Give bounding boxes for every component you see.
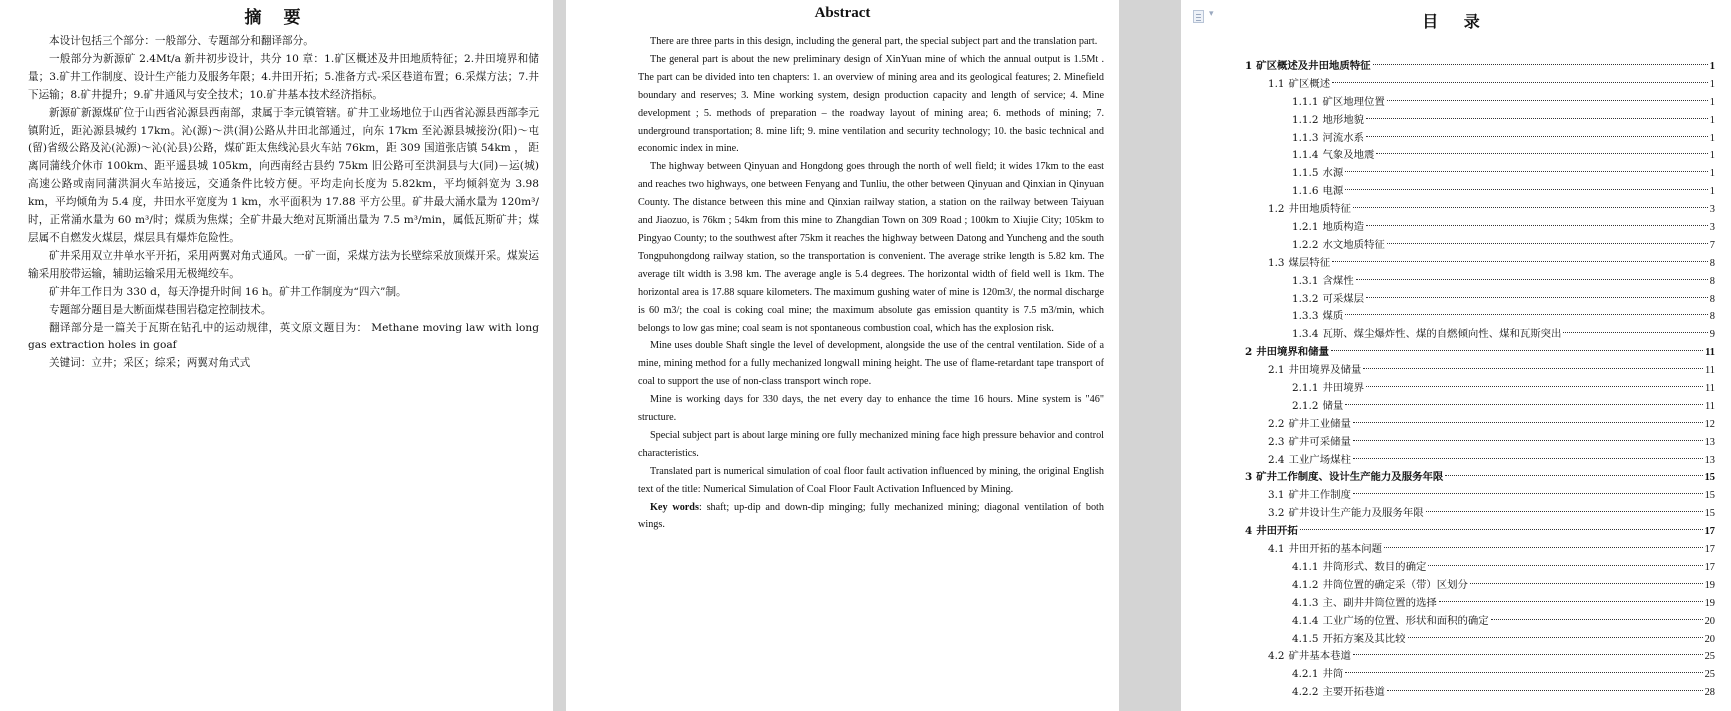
toc-entry-title: 矿井设计生产能力及服务年限 (1288, 507, 1424, 520)
zh-paragraph: 新源矿新源煤矿位于山西省沁源县西南部，隶属于李元镇管辖。矿井工业场地位于山西省沁源县西部李元镇附近，距沁源县城约 17km。沁(源)～洪(洞)公路从井田北部通过，向东 17km 至沁源县城接汾(阳)～屯(留)省级公路及沁(沁源)～沁(沁县)公路，煤矿距太焦线沁县火车站 76km，距 309 国道张店镇 54km ， 距离同蒲线介休市 100km、距平遥县城 105km，向西南经古县约 75km 旧公路可至洪洞县与大(同)－运(城)高速公路或南同蒲洪洞火车站接远，交通条件比较方便。平均走向长度为 5.82km，平均倾斜宽为 3.98 km，平均倾角为 5.4 度，井田水平宽度为 1 km，水平面积为 17.88 平方公里。矿井最大涌水量为 120m³/时，正常涌水量为 60 m³/时；煤质为焦煤；全矿井最大绝对瓦斯涌出量为 7.5 m³/min，属低瓦斯矿井；煤层属不自燃发火煤层，煤层具有爆炸危险性。 (28, 106, 539, 244)
toc-entry[interactable] (1245, 380, 1715, 398)
en-paragraph: The general part is about the new preliminary design of XinYuan mine of which the annual output is 1.5Mt . The part can be divided into ten chapters: 1. an overview of mining area and its geological features; 2. Minefield boundary and reserves; 3. Mine working system, design production capacity and length of service; 4. Mine development ; 5. methods of preparation – the roadway layout of mining area; 6. methods of mining; 7. underground transportation; 8. mine lift; 9. mine ventilation and security technology; 10. the basic technical and economic index in mine. (638, 53, 1104, 155)
toc-entry-title: 井田境界和储量 (1256, 346, 1329, 359)
toc-entry-number: 1.3 (1268, 256, 1285, 269)
toc-leader-dots (1387, 690, 1703, 691)
toc-entry[interactable] (1245, 76, 1715, 94)
toc-leader-dots (1445, 475, 1702, 476)
toc-leader-dots (1387, 100, 1708, 101)
toc-entry-title: 主、副井井筒位置的选择 (1322, 596, 1437, 609)
toc-leader-dots (1439, 601, 1703, 602)
toc-leader-dots (1366, 225, 1708, 226)
toc-entry-number: 4.1.2 (1292, 578, 1319, 591)
toc-entry[interactable] (1245, 452, 1715, 470)
toc-list (1245, 58, 1715, 702)
toc-leader-dots (1332, 261, 1708, 262)
toc-leader-dots (1373, 64, 1708, 65)
toc-entry[interactable] (1245, 130, 1715, 148)
toc-entry-number: 1.1.6 (1292, 185, 1319, 198)
toc-leader-dots (1345, 171, 1708, 172)
toc-entry-page: 7 (1709, 239, 1715, 251)
toc-leader-dots (1300, 529, 1703, 530)
toc-entry-title: 开拓方案及其比较 (1322, 632, 1406, 645)
toc-entry-page: 8 (1709, 293, 1715, 305)
toc-entry-page: 1 (1709, 132, 1715, 144)
toc-entry[interactable] (1245, 684, 1715, 702)
toc-entry-title: 矿井工作制度、设计生产能力及服务年限 (1256, 471, 1444, 484)
toc-entry-number: 4 (1245, 525, 1253, 538)
toc-leader-dots (1426, 511, 1703, 512)
en-paragraph: Special subject part is about large mining ore fully mechanized mining face high pressure behavior and control characteristics. (638, 429, 1104, 459)
zh-paragraph: 翻译部分是一篇关于瓦斯在钻孔中的运动规律，英文原文题目为： Methane moving law with long gas extraction holes in goaf (28, 321, 539, 352)
toc-entry-page: 11 (1704, 365, 1715, 377)
toc-entry-page: 12 (1704, 418, 1715, 430)
zh-paragraph: 矿井采用双立井单水平开拓，采用两翼对角式通风。一矿一面，采煤方法为长壁综采放顶煤开采。煤炭运输采用胶带运输，辅助运输采用无极绳绞车。 (28, 249, 539, 280)
toc-entry[interactable] (1245, 183, 1715, 201)
toc-entry[interactable] (1245, 219, 1715, 237)
toc-entry-title: 井田境界 (1322, 382, 1365, 395)
toc-entry-title: 地质构造 (1322, 221, 1365, 234)
zh-paragraph: 专题部分题目是大断面煤巷围岩稳定控制技术。 (49, 303, 272, 316)
toc-entry-number: 1.3.3 (1292, 310, 1319, 323)
toc-leader-dots (1408, 637, 1703, 638)
toc-entry[interactable] (1245, 362, 1715, 380)
toc-entry-number: 1.3.4 (1292, 328, 1319, 341)
toc-entry-page: 3 (1709, 222, 1715, 234)
zh-keywords: 关键词：立井；采区；综采；两翼对角式式 (49, 357, 251, 370)
en-paragraph: The highway between Qinyuan and Hongdong goes through the north of well field; it wides 17km to the east and reaches two highways, one between Fenyang and Tunliu, the other between Qinyuan and Qinxian in Qinyuan County. The distance between this mine and Qinxian railway station, a station on the railway between Taiyuan and Jiaozuo, is 76km ; 54km from this mine to Zhangdian Town on 309 Road ; 100km to Xiujie City; 105km to Pingyao County; to the southwest after 75km it reaches the highway between Datong and Yuncheng and the south Tongpuhongdong railway station, so the transportation is convenient. The average strike length is 5.82 km. The average tilt width is 3.98 km. The average angle is 5.4 degrees. The horizontal width of field well is 1km. The horizontal area is 17.88 square kilometers. The maximum gushing water of mine is 120m3/, the normal discharge is 60 m3/; the coal is coking coal mine; the maximum absolute gas emission quantity is 7.5 m3/min, which belongs to low gas mine; coal seam is not spontaneous combustion coal, which has the explosion risk. (638, 161, 1104, 334)
toc-entry-number: 1.1.1 (1292, 95, 1319, 108)
zh-paragraph: 本设计包括三个部分：一般部分、专题部分和翻译部分。 (49, 35, 314, 47)
toc-leader-dots (1353, 422, 1703, 423)
zh-abstract-title: 摘 要 (244, 8, 309, 28)
toc-entry-number: 1.3.2 (1292, 292, 1319, 305)
toc-entry[interactable] (1245, 165, 1715, 183)
toc-entry-number: 2 (1245, 346, 1253, 359)
toc-entry[interactable] (1245, 201, 1715, 219)
toc-entry[interactable] (1245, 523, 1715, 541)
keywords-label: Key words (650, 501, 699, 513)
zh-paragraph: 矿井年工作日为 330 d，每天净提升时间 16 h。矿井工作制度为“四六”制。 (49, 285, 407, 298)
zh-paragraph: 一般部分为新源矿 2.4Mt/a 新井初步设计，共分 10 章：1.矿区概述及井田地质特征；2.井田境界和储量；3.矿井工作制度、设计生产能力及服务年限；4.井田开拓；5.准备方式-采区巷道布置；6.采煤方法；7.井下运输；8.矿井提升；9.矿井通风与安全技术；10.矿井基本技术经济指标。 (28, 52, 539, 101)
toc-entry-number: 1 (1245, 60, 1253, 72)
toc-leader-dots (1353, 458, 1703, 459)
en-abstract-body (566, 27, 1119, 534)
toc-leader-dots (1353, 654, 1703, 655)
toc-entry-number: 3 (1245, 471, 1253, 484)
toc-entry[interactable] (1245, 434, 1715, 452)
toc-entry-title: 煤层特征 (1288, 256, 1331, 269)
toc-entry[interactable] (1245, 487, 1715, 505)
toc-entry-title: 储量 (1322, 399, 1344, 412)
toc-leader-dots (1345, 314, 1708, 315)
toc-entry[interactable] (1245, 613, 1715, 631)
toc-entry-title: 工业广场的位置、形状和面积的确定 (1322, 614, 1489, 627)
toc-entry-number: 1.3.1 (1292, 274, 1319, 287)
toc-entry-title: 井筒位置的确定采（带）区划分 (1322, 578, 1468, 591)
toc-entry-number: 2.4 (1268, 453, 1285, 466)
toc-entry-page: 1 (1709, 186, 1715, 198)
toc-entry[interactable] (1245, 559, 1715, 577)
toc-entry-number: 2.1 (1268, 364, 1285, 377)
toc-entry-title: 矿区概述 (1288, 77, 1331, 90)
toc-entry-title: 电源 (1322, 185, 1344, 198)
toc-entry-title: 矿区概述及井田地质特征 (1256, 60, 1371, 72)
toc-entry-number: 4.2.2 (1292, 686, 1319, 699)
toc-entry-page: 13 (1704, 436, 1715, 448)
toc-leader-dots (1331, 350, 1703, 351)
toc-entry-number: 1.1.5 (1292, 167, 1319, 180)
toc-entry-page: 3 (1709, 204, 1715, 216)
toc-entry-page: 20 (1704, 615, 1715, 627)
toc-entry-number: 4.1 (1268, 543, 1285, 556)
toc-entry-page: 17 (1704, 561, 1715, 573)
toc-leader-dots (1366, 386, 1703, 387)
toc-entry-page: 19 (1704, 579, 1715, 591)
toc-entry[interactable] (1245, 398, 1715, 416)
toc-entry-page: 19 (1704, 597, 1715, 609)
toc-entry[interactable] (1245, 469, 1715, 487)
toc-entry-number: 1.1 (1268, 77, 1285, 90)
toc-entry-page: 1 (1709, 61, 1715, 72)
toc-entry-page: 15 (1704, 508, 1715, 520)
toc-entry-title: 地形地貌 (1322, 113, 1365, 126)
toc-leader-dots (1491, 619, 1703, 620)
toc-entry-page: 17 (1704, 544, 1715, 556)
toc-entry[interactable] (1245, 344, 1715, 362)
toc-entry-number: 3.2 (1268, 507, 1285, 520)
toc-entry-page: 1 (1709, 78, 1715, 90)
toc-entry-page: 28 (1704, 687, 1715, 699)
toc-entry-number: 1.2 (1268, 203, 1285, 216)
en-paragraph: Mine uses double Shaft single the level of development, alongside the use of the central ventilation. Side of a mine, mining method for a fully mechanized longwall mining height. The use of flame-retardant tape transport of coal to support the use of non-class transport winch rope. (638, 340, 1104, 388)
page-english-abstract (566, 0, 1119, 711)
toc-leader-dots (1366, 118, 1708, 119)
toc-entry[interactable] (1245, 58, 1715, 76)
toc-leader-dots (1356, 279, 1708, 280)
toc-entry-title: 水源 (1322, 167, 1344, 180)
toc-entry-title: 矿井可采储量 (1288, 435, 1351, 448)
toc-entry-title: 含煤性 (1322, 274, 1354, 287)
toc-entry-number: 4.1.5 (1292, 632, 1319, 645)
en-paragraph: Translated part is numerical simulation of coal floor fault activation influenced by mining, the original English text of the title: Numerical Simulation of Coal Floor Fault Activation Influenced by Mining. (638, 465, 1104, 495)
toc-entry-number: 1.1.2 (1292, 113, 1319, 126)
toc-entry-title: 可采煤层 (1322, 292, 1365, 305)
toc-entry-title: 矿井工业储量 (1288, 417, 1351, 430)
chevron-down-icon[interactable]: ▾ (1209, 9, 1214, 19)
toc-entry-title: 井田开拓的基本问题 (1288, 543, 1383, 556)
toc-entry[interactable] (1245, 237, 1715, 255)
toc-entry-page: 25 (1704, 651, 1715, 663)
toc-entry-number: 2.3 (1268, 435, 1285, 448)
toc-entry[interactable] (1245, 648, 1715, 666)
toc-leader-dots (1366, 136, 1708, 137)
toc-entry-page: 25 (1704, 669, 1715, 681)
toc-entry-title: 主要开拓巷道 (1322, 686, 1385, 699)
toc-entry-page: 11 (1705, 347, 1715, 359)
toc-entry-number: 1.1.3 (1292, 131, 1319, 144)
en-keywords (638, 499, 1104, 535)
toc-entry-number: 2.1.1 (1292, 382, 1319, 395)
toc-entry[interactable] (1245, 255, 1715, 273)
en-paragraph: Mine is working days for 330 days, the net every day to enhance the time 16 hours. Mine system is "46" structure. (638, 394, 1104, 424)
toc-entry-title: 井田境界及储量 (1288, 364, 1362, 377)
toc-entry-title: 水文地质特征 (1322, 238, 1385, 251)
en-abstract-title: Abstract (814, 5, 871, 21)
toc-entry[interactable] (1245, 147, 1715, 165)
keywords-text: : shaft; up-dip and down-dip minging; fully mechanized mining; diagonal ventilation of both wings. (638, 501, 1104, 531)
toc-entry-page: 15 (1704, 490, 1715, 502)
toc-entry[interactable] (1245, 94, 1715, 112)
toc-entry-number: 4.2 (1268, 650, 1285, 663)
toc-entry-page: 9 (1709, 329, 1715, 341)
toc-leader-dots (1353, 440, 1703, 441)
toc-entry-number: 4.1.1 (1292, 560, 1319, 573)
toc-entry-page: 17 (1704, 526, 1715, 538)
toc-entry-title: 井筒形式、数目的确定 (1322, 560, 1427, 573)
toc-entry-page: 8 (1709, 311, 1715, 323)
toc-entry-title: 煤质 (1322, 310, 1344, 323)
toc-entry-number: 1.2.1 (1292, 221, 1319, 234)
toc-entry-number: 2.2 (1268, 417, 1285, 430)
toc-entry-number: 4.2.1 (1292, 668, 1319, 681)
toc-entry-title: 瓦斯、煤尘爆炸性、煤的自燃倾向性、煤和瓦斯突出 (1322, 328, 1562, 341)
toc-leader-dots (1384, 547, 1703, 548)
toc-entry[interactable] (1245, 326, 1715, 344)
toc-entry[interactable] (1245, 631, 1715, 649)
toc-entry[interactable] (1245, 273, 1715, 291)
en-paragraph: There are three parts in this design, including the general part, the special subject part and the translation part. (650, 36, 1098, 47)
page-table-of-contents (1181, 0, 1731, 711)
toc-entry[interactable] (1245, 112, 1715, 130)
zh-abstract-body (0, 25, 553, 373)
toc-entry-page: 13 (1704, 454, 1715, 466)
toc-entry[interactable] (1245, 595, 1715, 613)
toc-leader-dots (1332, 82, 1708, 83)
toc-entry-page: 1 (1709, 96, 1715, 108)
toc-entry-page: 8 (1709, 275, 1715, 287)
toc-entry[interactable] (1245, 308, 1715, 326)
toc-entry-title: 河流水系 (1322, 131, 1365, 144)
toc-entry[interactable] (1245, 416, 1715, 434)
toc-leader-dots (1345, 672, 1702, 673)
toc-entry-page: 20 (1704, 633, 1715, 645)
toc-leader-dots (1376, 153, 1707, 154)
toc-entry-page: 15 (1704, 472, 1715, 484)
toc-leader-dots (1366, 297, 1708, 298)
toc-entry-page: 8 (1709, 257, 1715, 269)
toc-entry-title: 井筒 (1322, 668, 1344, 681)
toc-entry[interactable] (1245, 666, 1715, 684)
toc-entry-title: 矿井基本巷道 (1288, 650, 1351, 663)
toc-entry[interactable] (1245, 291, 1715, 309)
toc-entry-title: 矿区地理位置 (1322, 95, 1385, 108)
toc-entry-page: 11 (1704, 383, 1715, 395)
toc-entry-number: 1.2.2 (1292, 238, 1319, 251)
toc-leader-dots (1345, 189, 1708, 190)
toc-leader-dots (1353, 207, 1708, 208)
toc-entry-title: 矿井工作制度 (1288, 489, 1351, 502)
page-chinese-abstract (0, 0, 553, 711)
toc-entry[interactable] (1245, 505, 1715, 523)
toc-leader-dots (1387, 243, 1708, 244)
toc-title: 目 录 (1422, 12, 1490, 31)
toc-leader-dots (1345, 404, 1703, 405)
toc-leader-dots (1353, 493, 1703, 494)
toc-entry-page: 1 (1709, 150, 1715, 162)
toc-entry-page: 1 (1709, 114, 1715, 126)
toc-entry-number: 2.1.2 (1292, 399, 1319, 412)
toc-entry-page: 1 (1709, 168, 1715, 180)
toc-leader-dots (1428, 565, 1702, 566)
toc-entry-title: 工业广场煤柱 (1288, 453, 1351, 466)
toc-entry-number: 3.1 (1268, 489, 1285, 502)
toc-entry-number: 1.1.4 (1292, 149, 1319, 162)
toc-leader-dots (1470, 583, 1703, 584)
toc-entry-page: 11 (1704, 400, 1715, 412)
toc-leader-dots (1563, 332, 1707, 333)
toc-leader-dots (1363, 368, 1703, 369)
toc-entry-number: 4.1.3 (1292, 596, 1319, 609)
toc-entry-title: 井田地质特征 (1288, 203, 1351, 216)
toc-entry-title: 气象及地震 (1322, 149, 1375, 162)
toc-entry-title: 井田开拓 (1256, 525, 1298, 538)
toc-entry[interactable] (1245, 577, 1715, 595)
toc-entry-number: 4.1.4 (1292, 614, 1319, 627)
toc-entry[interactable] (1245, 541, 1715, 559)
